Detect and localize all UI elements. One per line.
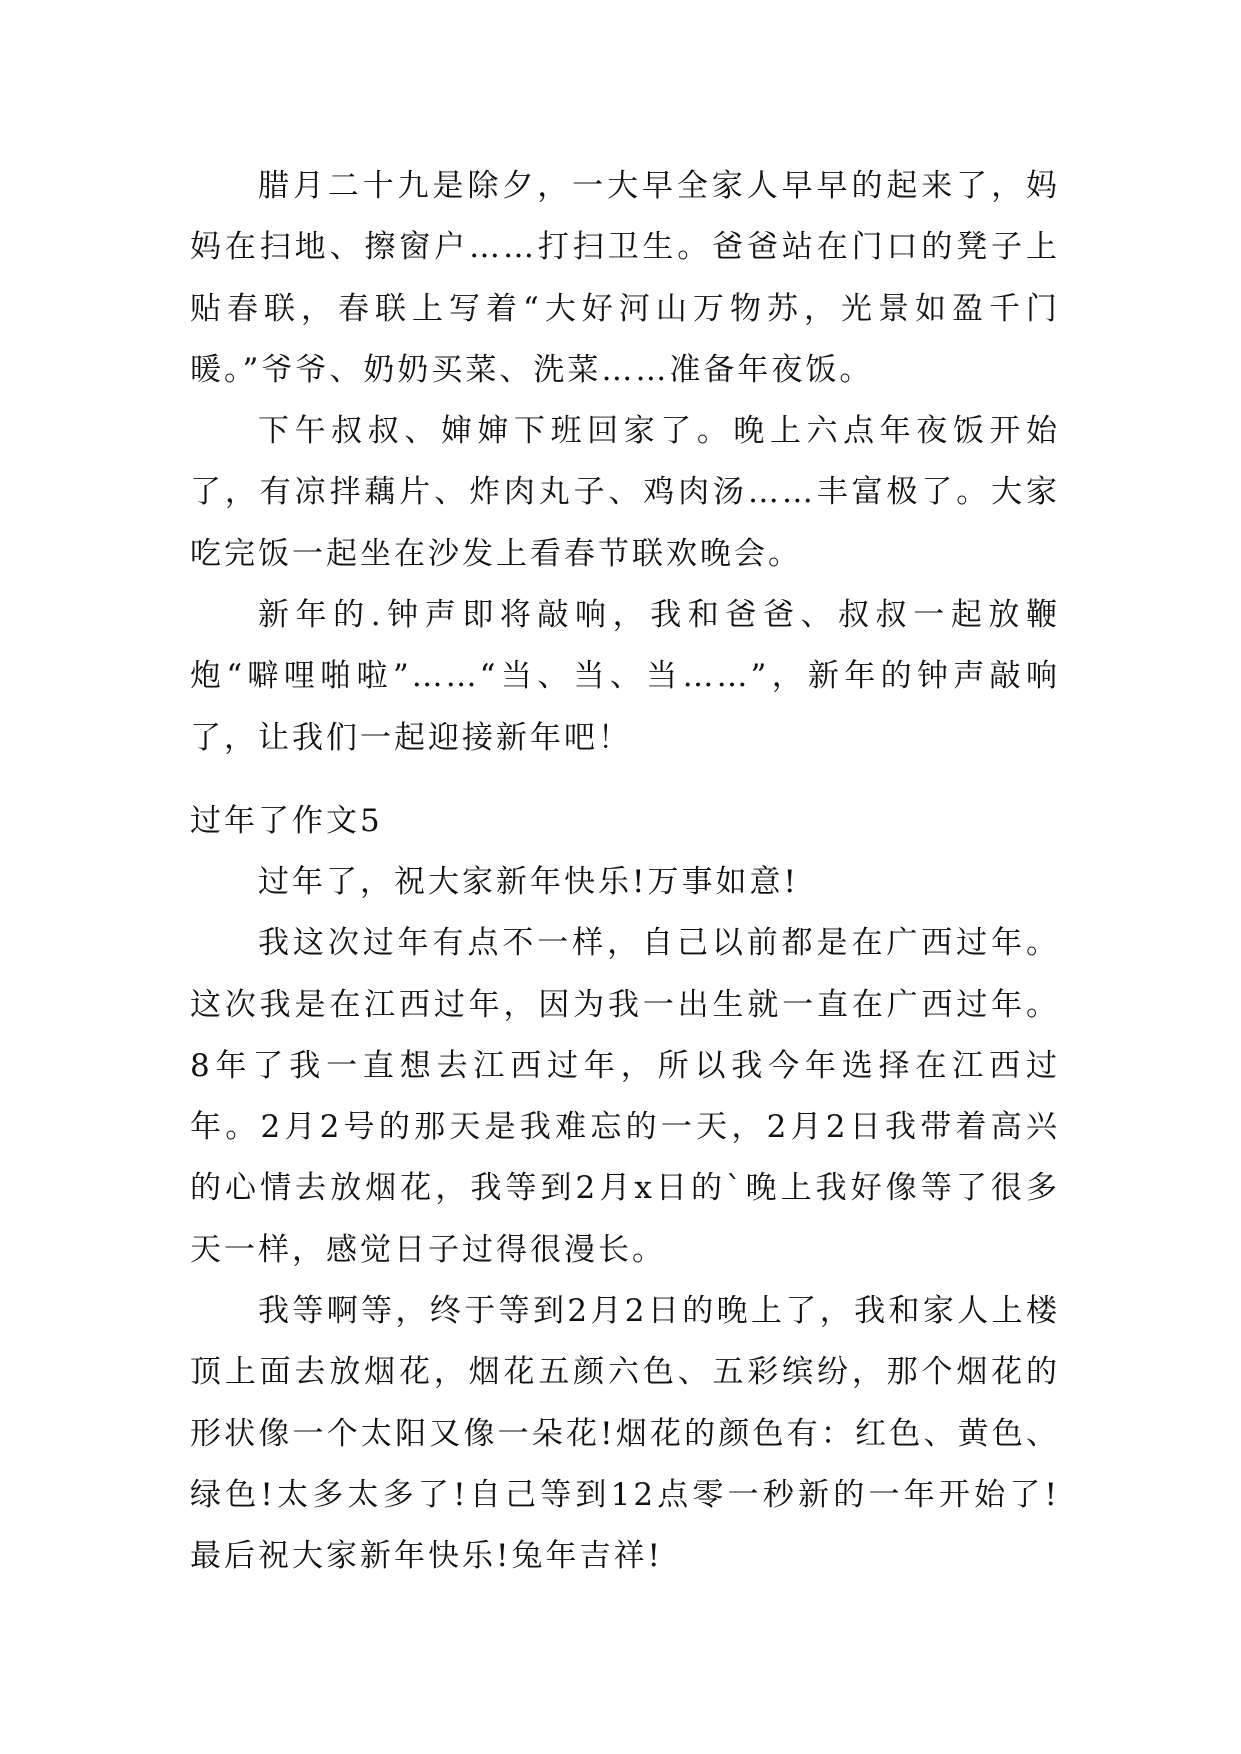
paragraph: 新年的.钟声即将敲响，我和爸爸、叔叔一起放鞭炮“噼哩啪啦”……“当、当、当……”，新年的钟声敲响了，让我们一起迎接新年吧！ [190,597,1061,756]
paragraph: 我这次过年有点不一样，自己以前都是在广西过年。这次我是在江西过年，因为我一出生就一直在广西过年。8年了我一直想去江西过年，所以我今年选择在江西过年。2月2号的那天是我难忘的一天，2月2日我带着高兴的心情去放烟花，我等到2月x日的`晚上我好像等了很多天一样，感觉日子过得很漫长。 [190,925,1060,1268]
paragraph: 下午叔叔、婶婶下班回家了。晚上六点年夜饭开始了，有凉拌藕片、炸肉丸子、鸡肉汤……丰富极了。大家吃完饭一起坐在沙发上看春节联欢晚会。 [190,413,1060,572]
paragraph: 过年了，祝大家新年快乐!万事如意! [258,864,799,900]
paragraph: 我等啊等，终于等到2月2日的晚上了，我和家人上楼顶上面去放烟花，烟花五颜六色、五彩缤纷，那个烟花的形状像一个太阳又像一朵花!烟花的颜色有：红色、黄色、绿色!太多太多了!自己等到12点零一秒新的一年开始了!最后祝大家新年快乐!兔年吉祥! [190,1293,1060,1575]
section-1 [190,156,1060,769]
paragraph: 腊月二十九是除夕，一大早全家人早早的起来了，妈妈在扫地、擦窗户……打扫卫生。爸爸站在门口的凳子上贴春联，春联上写着“大好河山万物苏，光景如盈千门暖。”爷爷、奶奶买菜、洗菜……准备年夜饭。 [190,168,1060,388]
section-heading: 过年了作文5 [190,803,383,839]
section-2 [190,852,1060,1588]
